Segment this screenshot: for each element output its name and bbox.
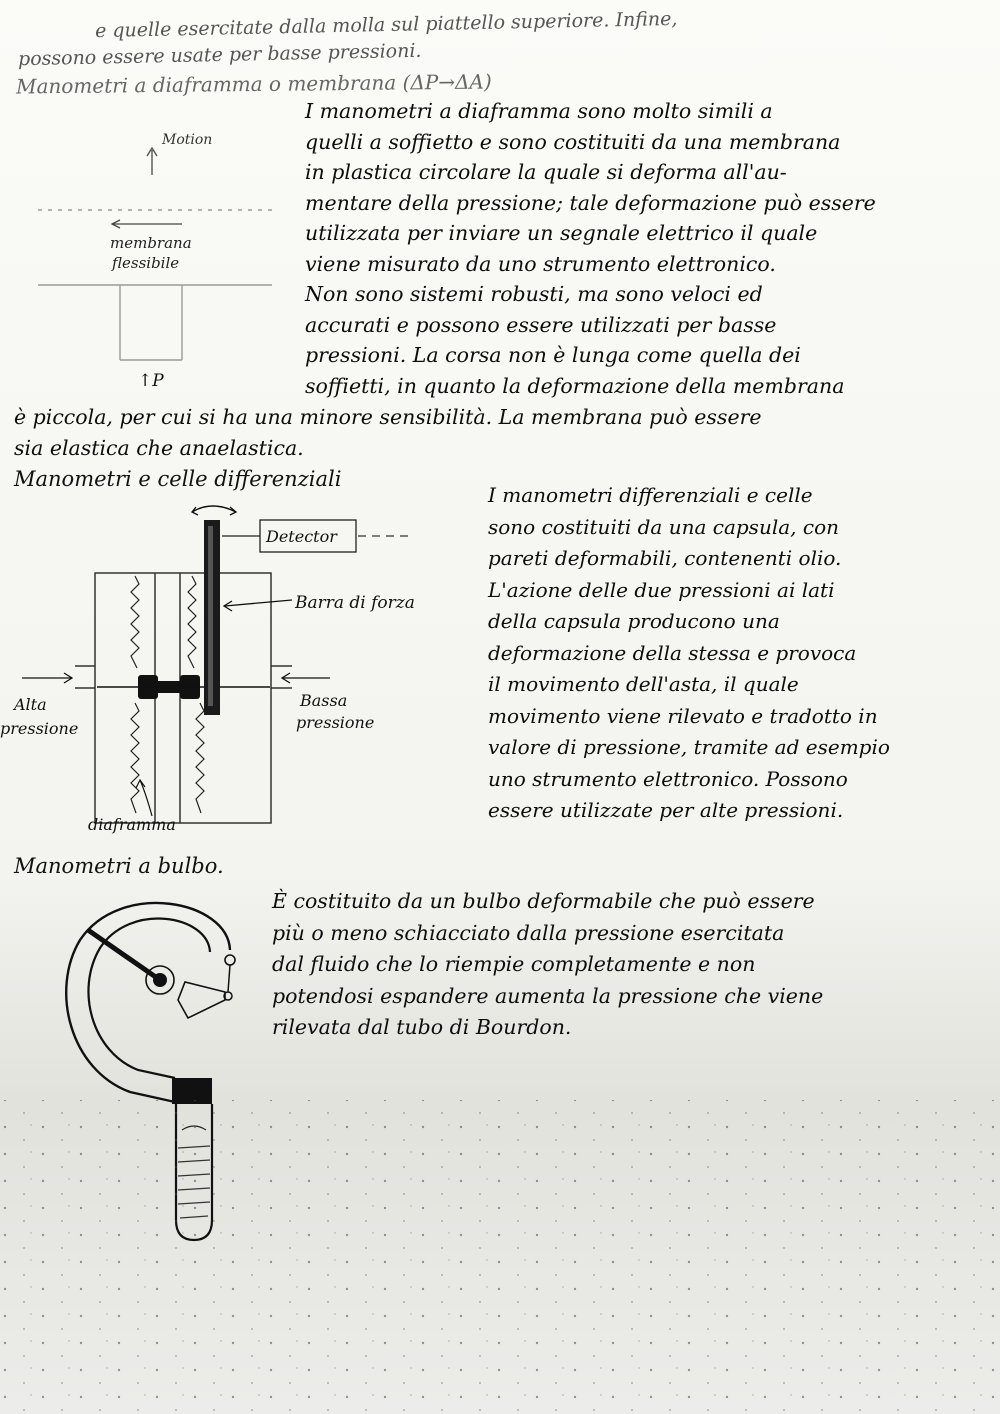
section-paragraph-differential — [488, 480, 890, 827]
differential-cell-diagram — [0, 498, 480, 843]
paragraph-line: il movimento dell'asta, il quale — [488, 672, 799, 696]
intro-line-2: possono essere usate per basse pressioni. — [17, 39, 422, 71]
paragraph-line: rilevata dal tubo di Bourdon. — [272, 1015, 572, 1039]
diagram-label-low-1: Bassa — [300, 691, 348, 710]
diagram-label-membrane-1: membrana — [110, 234, 192, 252]
diagram-label-high-2: pressione — [0, 719, 79, 738]
paragraph-line: I manometri a diaframma sono molto simili a — [305, 99, 773, 123]
paragraph-line: pareti deformabili, contenenti olio. — [488, 546, 842, 570]
paragraph-line: in plastica circolare la quale si deforma all'au- — [305, 160, 787, 184]
paragraph-line: dal fluido che lo riempie completamente e non — [272, 952, 756, 976]
bulb-gauge-diagram — [60, 880, 260, 1250]
section-heading-bulb: Manometri a bulbo. — [14, 854, 224, 878]
diagram-label-pressure: ↑P — [138, 371, 164, 391]
paragraph-line: sia elastica che anaelastica. — [14, 435, 304, 460]
section-paragraph-diaphragm — [305, 96, 876, 401]
paragraph-line: è piccola, per cui si ha una minore sensibilità. La membrana può essere — [14, 405, 762, 429]
paragraph-line: potendosi espandere aumenta la pressione che viene — [272, 983, 824, 1008]
paragraph-line: valore di pressione, tramite ad esempio — [488, 735, 890, 759]
paragraph-line: pressioni. La corsa non è lunga come quella dei — [305, 343, 801, 367]
paragraph-line: L'azione delle due pressioni ai lati — [488, 577, 835, 602]
paragraph-line: della capsula producono una — [488, 609, 780, 633]
diagram-label-motion: Motion — [162, 132, 213, 148]
paragraph-line: soffietti, in quanto la deformazione della membrana — [305, 373, 845, 398]
section-paragraph-bulb — [272, 886, 823, 1044]
paragraph-line: essere utilizzate per alte pressioni. — [488, 798, 844, 822]
diagram-label-force-bar: Barra di forza — [295, 593, 415, 613]
diagram-label-high-1: Alta — [14, 695, 47, 714]
paragraph-line: quelli a soffietto e sono costituiti da una membrana — [305, 129, 841, 154]
paragraph-line: I manometri differenziali e celle — [488, 483, 813, 507]
diagram-label-detector: Detector — [266, 527, 337, 546]
paragraph-line: uno strumento elettronico. Possono — [488, 766, 848, 791]
paragraph-line: utilizzata per inviare un segnale elettrico il quale — [305, 221, 818, 245]
paragraph-line: più o meno schiacciato dalla pressione esercitata — [272, 920, 785, 945]
diagram-label-diaphragm: diaframma — [88, 815, 176, 834]
diaphragm-diagram — [20, 120, 290, 400]
paragraph-line: mentare della pressione; tale deformazione può essere — [305, 190, 876, 215]
paragraph-line: accurati e possono essere utilizzati per basse — [305, 312, 777, 337]
intro-line-1: e quelle esercitate dalla molla sul piattello superiore. Infine, — [94, 7, 678, 43]
diagram-label-low-2: pressione — [296, 713, 375, 732]
section-heading-differential: Manometri e celle differenziali — [14, 467, 342, 491]
section-continuation-diaphragm — [14, 402, 762, 463]
paragraph-line: viene misurato da uno strumento elettronico. — [305, 251, 776, 276]
section-heading-diaphragm: Manometri a diaframma o membrana (ΔP→ΔA) — [15, 69, 492, 99]
paragraph-line: sono costituiti da una capsula, con — [488, 514, 839, 539]
paragraph-line: deformazione della stessa e provoca — [488, 640, 857, 665]
paragraph-line: È costituito da un bulbo deformabile che può essere — [272, 889, 815, 913]
diagram-label-membrane-2: flessibile — [112, 254, 180, 272]
paragraph-line: Non sono sistemi robusti, ma sono veloci ed — [305, 282, 763, 306]
paragraph-line: movimento viene rilevato e tradotto in — [488, 703, 878, 728]
